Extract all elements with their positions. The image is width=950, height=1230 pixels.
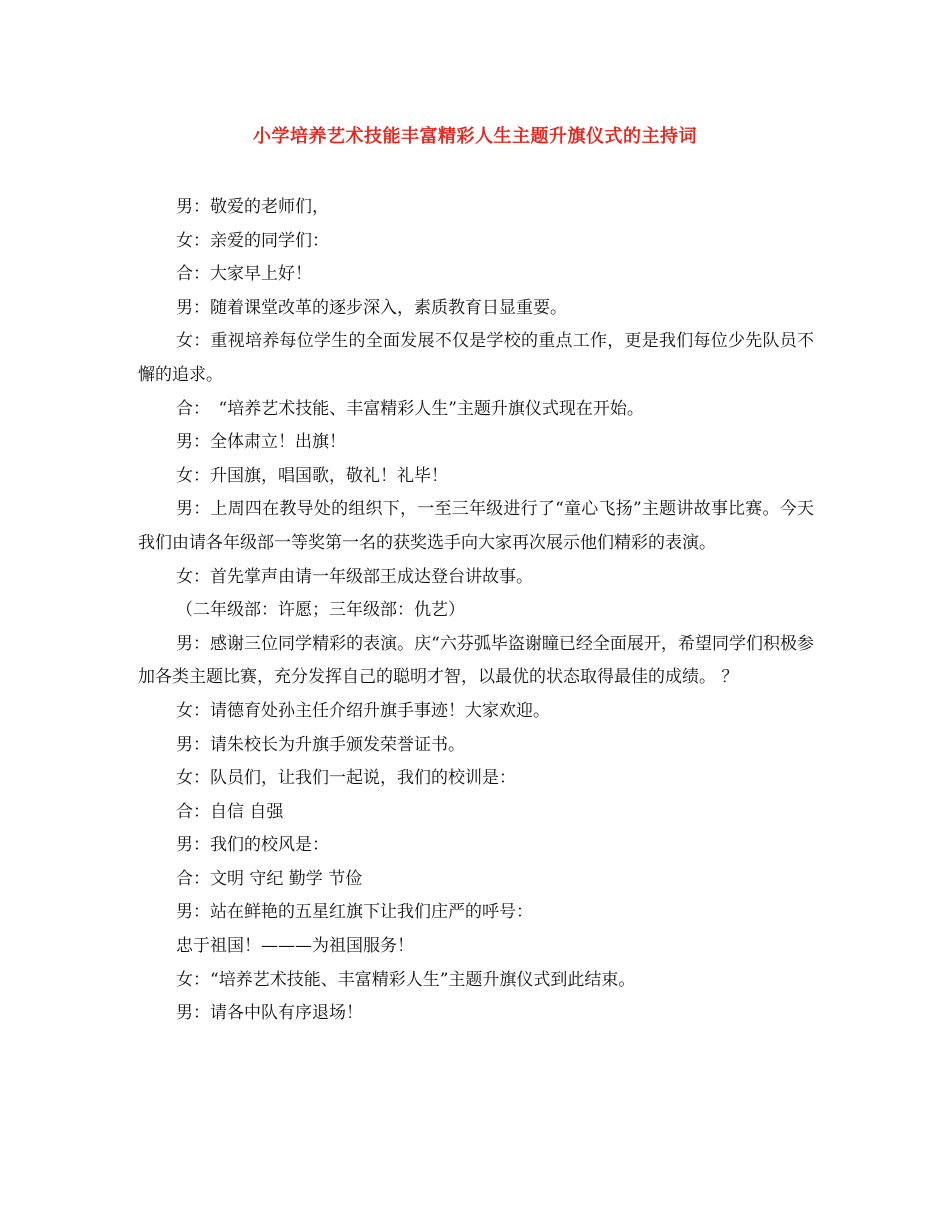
- paragraph: 男：请朱校长为升旗手颁发荣誉证书。: [176, 734, 465, 755]
- paragraph: 男：全体肃立！出旗！: [176, 432, 346, 453]
- paragraph: 男：感谢三位同学精彩的表演。庆“六芬弧毕盗谢瞳已经全面展开，希望同学们积极参加各类主题比赛，充分发挥自己的聪明才智，以最优的状态取得最佳的成绩。 ？: [138, 633, 814, 688]
- paragraph: 忠于祖国！———为祖国服务！: [176, 936, 414, 957]
- paragraph: 女：请德育处孙主任介绍升旗手事迹！大家欢迎。: [176, 700, 550, 721]
- paragraph: 合：自信 自强: [176, 801, 284, 822]
- paragraph: 女：升国旗，唱国歌，敬礼！礼毕！: [176, 465, 448, 486]
- paragraph: 女：队员们，让我们一起说，我们的校训是：: [176, 768, 516, 789]
- paragraph: 男：我们的校风是：: [176, 835, 329, 856]
- paragraph: 女：“培养艺术技能、丰富精彩人生”主题升旗仪式到此结束。: [176, 969, 636, 990]
- paragraph: 男：上周四在教导处的组织下，一至三年级进行了“童心飞扬”主题讲故事比赛。今天我们由请各年级部一等奖第一名的获奖选手向大家再次展示他们精彩的表演。: [138, 499, 814, 553]
- paragraph: 男：敬爱的老师们，: [176, 197, 329, 217]
- document-body: [138, 191, 814, 1031]
- paragraph: 男：站在鲜艳的五星红旗下让我们庄严的呼号：: [176, 902, 533, 923]
- document-title: 小学培养艺术技能丰富精彩人生主题升旗仪式的主持词: [253, 126, 697, 147]
- paragraph: 合：大家早上好！: [176, 264, 312, 285]
- paragraph: 女：重视培养每位学生的全面发展不仅是学校的重点工作，更是我们每位少先队员不懈的追求。: [138, 331, 814, 385]
- paragraph: 合：文明 守纪 勤学 节俭: [176, 868, 363, 889]
- paragraph: 女：首先掌声由请一年级部王成达登台讲故事。: [176, 566, 533, 587]
- paragraph: 女：亲爱的同学们：: [176, 230, 329, 251]
- paragraph: 男：请各中队有序退场！: [176, 1003, 363, 1024]
- paragraph: （二年级部：许愿；三年级部：仇艺）: [176, 600, 465, 621]
- paragraph: 男：随着课堂改革的逐步深入，素质教育日显重要。: [176, 297, 567, 318]
- paragraph: 合： “培养艺术技能、丰富精彩人生”主题升旗仪式现在开始。: [176, 398, 644, 419]
